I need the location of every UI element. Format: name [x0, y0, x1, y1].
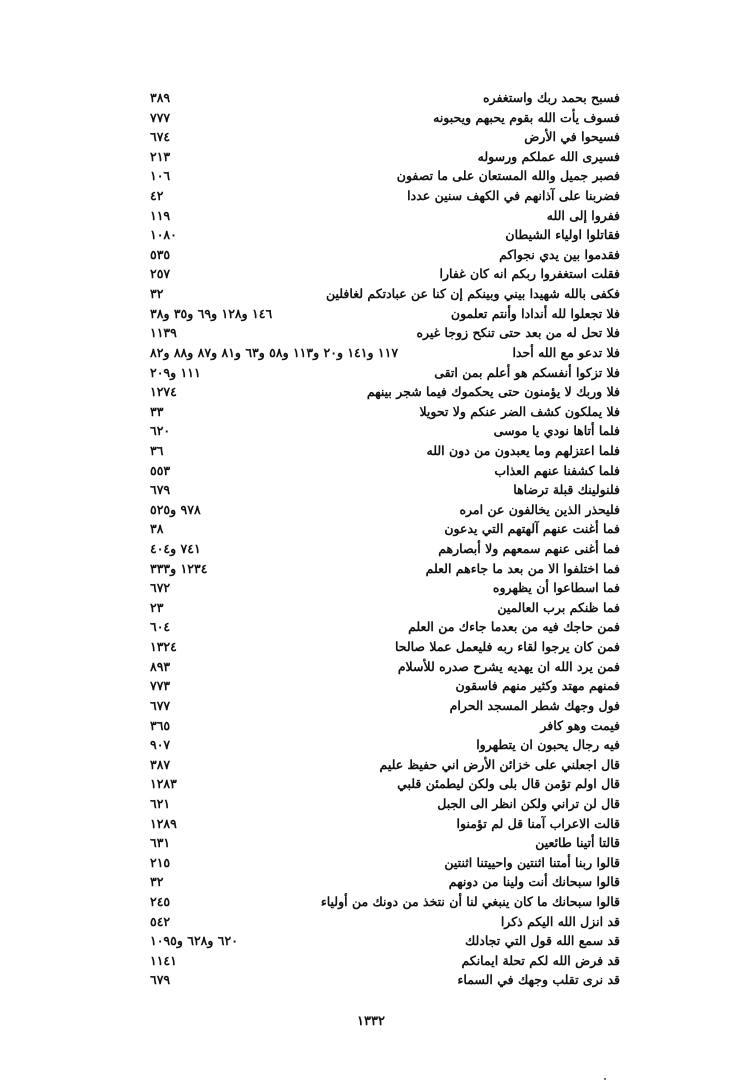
- index-entry: [150, 147, 620, 167]
- page-reference: ١٣٢٤: [150, 639, 177, 655]
- index-entry: [150, 127, 620, 147]
- page-reference: ١٠٦: [150, 168, 171, 184]
- index-entry: [150, 206, 620, 226]
- page-reference: ٢١٣: [150, 148, 171, 164]
- index-entry: [150, 343, 620, 363]
- index-entry: [150, 872, 620, 892]
- index-entry: [150, 245, 620, 265]
- index-entry: [150, 598, 620, 618]
- verse-text: قالت الاعراب آمنا قل لم تؤمنوا: [456, 815, 620, 831]
- verse-text: فقدموا بين يدي نجواكم: [499, 246, 620, 262]
- page-reference: ١٠٨٠: [150, 227, 177, 243]
- verse-text: فمن كان يرجوا لقاء ربه فليعمل عملا صالحا: [394, 639, 620, 655]
- page-reference: ٦٧٩: [150, 972, 171, 988]
- page-number: ١٣٣٢: [357, 1014, 385, 1029]
- index-entry: [150, 304, 620, 324]
- verse-text: فسوف يأت الله بقوم يحبهم ويحبونه: [433, 109, 620, 125]
- page-reference: ٢١٥: [150, 854, 171, 870]
- verse-text: فلا يملكون كشف الضر عنكم ولا تحويلا: [419, 403, 620, 419]
- page-reference: ١٢٨٣: [150, 776, 177, 792]
- verse-text: فلما اعتزلهم وما يعبدون من دون الله: [426, 442, 620, 458]
- verse-text: فلا تجعلوا لله أندادا وأنتم تعلمون: [450, 305, 620, 321]
- verse-text: قد انزل الله اليكم ذكرا: [500, 913, 620, 929]
- index-entry: [150, 186, 620, 206]
- verse-text: فلا وربك لا يؤمنون حتى يحكموك فيما شجر بينهم: [366, 384, 620, 400]
- page-reference: ٢٥٧: [150, 266, 171, 282]
- page-reference: ٦٣١: [150, 835, 171, 851]
- verse-text: فقلت استغفروا ربكم انه كان غفارا: [439, 266, 620, 282]
- verse-text: فما اسطاعوا أن يظهروه: [492, 580, 620, 596]
- index-entry: [150, 696, 620, 716]
- index-entry: [150, 441, 620, 461]
- verse-text: فما أغنت عنهم آلهتهم التي يدعون: [444, 521, 620, 537]
- index-entry: [150, 755, 620, 775]
- verse-text: فصبر جميل والله المستعان على ما تصفون: [396, 168, 620, 184]
- page-reference: ٣٣: [150, 403, 164, 419]
- index-entry: [150, 225, 620, 245]
- page-reference: ٦٧٤: [150, 129, 171, 145]
- verse-text: فسبح بحمد ربك واستغفره: [483, 90, 620, 105]
- verse-text: فما ظنكم برب العالمين: [497, 599, 620, 615]
- verse-text: قال اجعلني على خزائن الأرض اني حفيظ عليم: [379, 756, 620, 772]
- page-reference: ١٢٧٤: [150, 384, 177, 400]
- page-reference: ١٤٦ و١٢٨ و٦٩ و٣٥ و٣٨: [150, 305, 273, 321]
- index-entry: [150, 912, 620, 932]
- page-reference: ١٢٨٩: [150, 815, 177, 831]
- page-reference: ٣٦٥: [150, 717, 171, 733]
- index-entry: [150, 970, 620, 990]
- verse-text: قال لن تراني ولكن انظر الى الجبل: [437, 795, 620, 811]
- index-entry: [150, 421, 620, 441]
- index-entry: [150, 931, 620, 951]
- page-reference: ٣٨٧: [150, 756, 171, 772]
- verse-text: فسيحوا في الأرض: [524, 129, 620, 145]
- page-reference: ٣٨: [150, 521, 164, 537]
- verse-text: فلنولينك قبلة ترضاها: [513, 482, 620, 498]
- verse-text: فيه رجال يحبون ان يتطهروا: [476, 737, 620, 753]
- page-reference: ٦٢٠: [150, 423, 171, 439]
- index-entry: [150, 716, 620, 736]
- verse-text: فمنهم مهتد وكثير منهم فاسقون: [455, 678, 620, 694]
- page-reference: ١١٧ و١٤١ و٢٠ و١١٣ و٥٨ و٦٣ و٨١ و٨٧ و٨٨ و٨٢: [150, 344, 399, 360]
- index-entry: [150, 951, 620, 971]
- verse-text: فسيرى الله عملكم ورسوله: [477, 148, 620, 164]
- index-entry: [150, 284, 620, 304]
- index-entry: [150, 166, 620, 186]
- page-reference: ٥٥٣: [150, 462, 171, 478]
- index-entry: [150, 500, 620, 520]
- page-reference: ٤٢: [150, 188, 164, 204]
- scan-dot: [604, 1078, 606, 1080]
- index-entry: [150, 108, 620, 128]
- index-entry: [150, 657, 620, 677]
- verse-text: فيمت وهو كافر: [540, 717, 620, 733]
- verse-text: فليحذر الذين يخالفون عن امره: [459, 501, 620, 517]
- verse-text: فقاتلوا اولياء الشيطان: [505, 227, 620, 243]
- index-entry: [150, 892, 620, 912]
- index-entry: [150, 461, 620, 481]
- index-entry: [150, 578, 620, 598]
- index-entry: [150, 382, 620, 402]
- verse-text: قال اولم تؤمن قال بلى ولكن ليطمئن قلبي: [397, 776, 620, 792]
- page-reference: ٦٧٧: [150, 697, 171, 713]
- index-entry: [150, 833, 620, 853]
- index-entry: [150, 559, 620, 579]
- page-reference: ١١٩: [150, 207, 171, 223]
- index-entry: [150, 774, 620, 794]
- page-reference: ٣٦: [150, 442, 164, 458]
- verse-text: قالوا سبحانك أنت ولينا من دونهم: [448, 874, 620, 890]
- verse-text: قد سمع الله قول التي تجادلك: [464, 933, 620, 949]
- page-reference: ٦٢١: [150, 795, 171, 811]
- verse-text: قالوا ربنا أمتنا اثنتين واحييتنا اثنتين: [444, 854, 620, 870]
- verse-text: ففروا إلى الله: [546, 207, 620, 223]
- page-reference: ٦٧٢: [150, 580, 171, 596]
- page-reference: ٧٧٣: [150, 678, 171, 694]
- index-entry: [150, 519, 620, 539]
- index-entry: [150, 402, 620, 422]
- index-entry: [150, 539, 620, 559]
- page-reference: ١١٤١: [150, 952, 177, 968]
- page-reference: ١٢٣٤ و٣٣٣: [150, 560, 208, 576]
- verse-text: فمن حاجك فيه من بعدما جاءك من العلم: [408, 619, 620, 635]
- index-entry: [150, 853, 620, 873]
- index-entry: [150, 735, 620, 755]
- page-reference: ١١١ و٢٠٩: [150, 364, 201, 380]
- verse-text: فمن يرد الله ان يهديه يشرح صدره للأسلام: [397, 658, 620, 674]
- page-reference: ٦٠٤: [150, 619, 171, 635]
- verse-text: فكفى بالله شهيدا بيني وبينكم إن كنا عن عبادتكم لغافلين: [325, 286, 620, 302]
- verse-text: فلا تزكوا أنفسكم هو أعلم بمن اتقى: [434, 364, 620, 380]
- page-reference: ٥٣٥: [150, 246, 171, 262]
- verse-text: فلا تدعو مع الله أحدا: [512, 344, 620, 360]
- page-reference: ١١٣٩: [150, 325, 177, 341]
- page-reference: ٣٢: [150, 286, 164, 302]
- page-reference: ٢٤٥: [150, 893, 171, 909]
- page-reference: ٩٧٨ و٥٢٥: [150, 501, 201, 517]
- page-reference: ٣٨٩: [150, 90, 171, 105]
- verse-text: فلما أتاها نودي يا موسى: [493, 423, 620, 439]
- index-entry: [150, 676, 620, 696]
- verse-text: قالوا سبحانك ما كان ينبغي لنا أن نتخذ من دونك من أولياء: [320, 893, 620, 909]
- index-entry: [150, 794, 620, 814]
- index-entry: [150, 637, 620, 657]
- index-entry: [150, 88, 620, 108]
- index-entry: [150, 264, 620, 284]
- verse-index-list: [150, 88, 620, 990]
- page-reference: ٧٧٧: [150, 109, 171, 125]
- verse-text: فلا تحل له من بعد حتى تنكح زوجا غيره: [416, 325, 620, 341]
- page-reference: ٦٢٠ و٦٢٨ و١٠٩٥: [150, 933, 238, 949]
- verse-text: فضربنا على آذانهم في الكهف سنين عددا: [407, 188, 620, 204]
- index-entry: [150, 323, 620, 343]
- page-reference: ٦٧٩: [150, 482, 171, 498]
- index-entry: [150, 363, 620, 383]
- verse-text: فول وجهك شطر المسجد الحرام: [449, 697, 620, 713]
- index-entry: [150, 814, 620, 834]
- index-entry: [150, 480, 620, 500]
- page-reference: ٥٤٢: [150, 913, 171, 929]
- page-reference: ٧٤١ و٤٠٤: [150, 541, 201, 557]
- verse-text: فما أغنى عنهم سمعهم ولا أبصارهم: [438, 541, 620, 557]
- verse-text: فما اختلفوا الا من بعد ما جاءهم العلم: [425, 560, 620, 576]
- page-reference: ٩٠٧: [150, 737, 171, 753]
- index-entry: [150, 617, 620, 637]
- verse-text: قالتا أتينا طائعين: [535, 835, 620, 851]
- page-reference: ٣٢: [150, 874, 164, 890]
- verse-text: فلما كشفنا عنهم العذاب: [494, 462, 620, 478]
- verse-text: قد فرض الله لكم تحلة ايمانكم: [461, 952, 620, 968]
- verse-text: قد نرى تقلب وجهك في السماء: [457, 972, 620, 988]
- page-reference: ٨٩٣: [150, 658, 171, 674]
- page-reference: ٢٣: [150, 599, 164, 615]
